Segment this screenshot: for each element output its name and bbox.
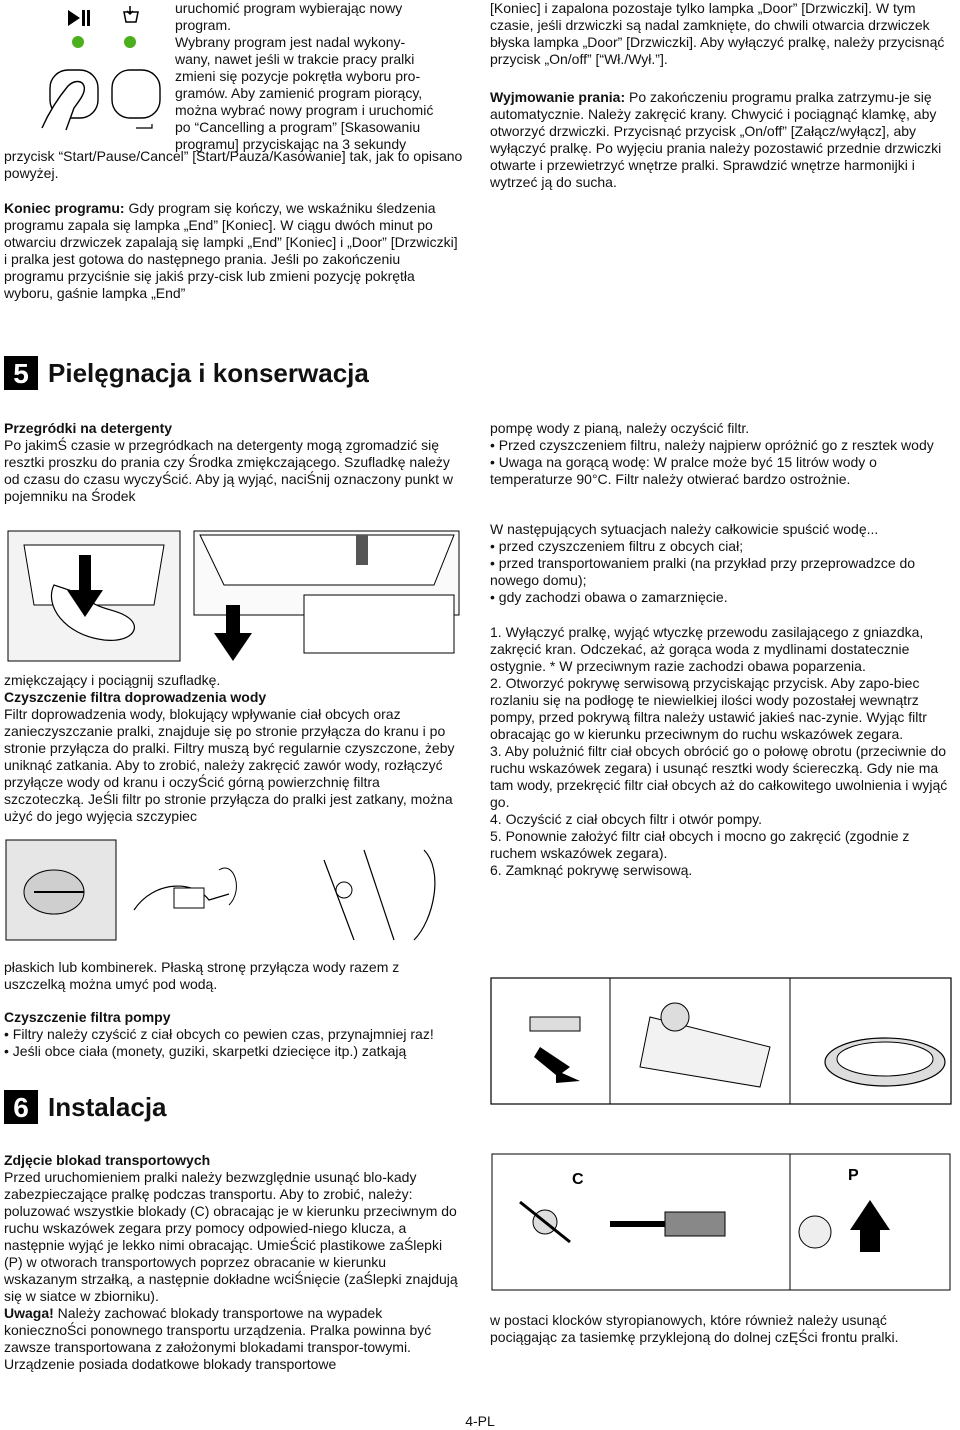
section-5-heading xyxy=(4,356,369,390)
detergent-paragraph: Przegródki na detergenty Po jakimŚ czasie w przegródkach na detergenty mogą zgromadzić się resztki proszku do prania czy Środka zmiękczającego. Szufladkę należy od czasu do czasu wyczyŚcić. Aby ją wyjąć, naciŚnij oznaczony punkt w pojemniku na Środek xyxy=(4,420,462,505)
pump-filter-figure xyxy=(490,977,952,1105)
pump-filter-paragraph xyxy=(4,1009,462,1060)
section-title: Instalacja xyxy=(48,1091,167,1122)
step-item: 5. Ponownie założyć filtr ciał obcych i mocno go zakręcić (zgodnie z ruchem wskazówek zegara). xyxy=(490,828,910,861)
door-lamp-paragraph: [Koniec] i zapalona pozostaje tylko lampka „Door” [Drzwiczki]. W tym czasie, jeśli drzwiczki są nadal zamknięte, do chwili otwarcia drzwiczek błyska lampka „Door” [Drzwiczki]. Aby wyłączyć pralkę, należy przycisnąć przycisk „On/off” [“Wł./Wył.”]. xyxy=(490,0,945,67)
button-outline xyxy=(112,70,160,118)
bullet-item: • Jeśli obce ciała (monety, guziki, skarpetki dziecięce itp.) zatkają xyxy=(4,1043,407,1059)
inlet-filter-title: Czyszczenie filtra doprowadzenia wody xyxy=(4,689,267,705)
bullet-item: • przed czyszczeniem filtru z obcych ciał; xyxy=(490,538,744,554)
text-line: program. xyxy=(175,17,232,33)
unloading-paragraph: Wyjmowanie prania: Po zakończeniu programu pralka zatrzymu-je się automatycznie. Należy zakręcić krany. Chwycić i pociągnąć klamkę, aby otworzyć drzwiczki. Przycisnąć przycisk „On/off” [Załącz/wyłącz], aby wyłączyć pralkę. Po wyjęciu prania należy pozostawić przednie drzwiczki otwarte i przewietrzyć wnętrze pralki. Sprawdzić wnętrze harmonijki i wytrzeć ją do sucha. xyxy=(490,89,942,190)
inlet-filter-continuation: płaskich lub kombinerek. Płaską stronę przyłącza wody razem z uszczelką można umyć pod wodą. xyxy=(4,959,400,992)
warning-label: Uwaga! xyxy=(4,1305,54,1321)
text-line: wany, nawet jeśli w trakcie pracy pralki xyxy=(175,51,415,67)
bullet-item: • Przed czyszczeniem filtru, należy najpierw opróżnić go z resztek wody xyxy=(490,437,934,453)
pump-filter-right-text: pompę wody z pianą, należy oczyścić filtr. • Przed czyszczeniem filtru, należy najpierw opróżnić go z resztek wody • Uwaga na gorącą wodę: W pralce może być 15 litrów wody o temperaturze 90°C. Filtr należy otwierać bardzo ostrożnie. xyxy=(490,420,952,488)
bullet-item: • gdy zachodzi obawa o zamarznięcie. xyxy=(490,589,728,605)
softener-icon xyxy=(124,6,138,22)
section-6-heading xyxy=(4,1090,167,1124)
bullet-item: • Filtry należy czyścić z ciał obcych co pewien czas, przynajmniej raz! xyxy=(4,1026,434,1042)
bullet-item: • Uwaga na gorącą wodę: W pralce może być 15 litrów wody o temperaturze 90°C. Filtr należy otwierać bardzo ostrożnie. xyxy=(490,454,877,487)
text-line: Wybrany program jest nadal wykony- xyxy=(175,34,406,50)
text-line: zmieni się pozycje pokrętła wyboru pro- xyxy=(175,68,421,84)
text-line: programu] przyciskając na 3 sekundy xyxy=(175,136,407,152)
drain-water-list: W następujących sytuacjach należy całkowicie spuścić wodę... • przed czyszczeniem filtru z obcych ciał; • przed transportowaniem pralki (na przykład przy przeprowadzce do nowego domu); • gdy zachodzi obawa o zamarznięcie. xyxy=(490,521,952,606)
finger-icon xyxy=(42,82,84,131)
detergent-title: Przegródki na detergenty xyxy=(4,420,173,436)
step-item: 2. Otworzyć pokrywę serwisową przyciskając przycisk. Aby zapo-biec rozlaniu się na podłogę te niewielkiej ilości wody pozostałej wewnątrz pompy, przed pokrywą filtra należy ustawić jakieś nac-zynie. Wyjąc filtr obracając go w kierunku przeciwnym do ruchu wskazówek zegara. xyxy=(490,675,927,742)
step-item: 3. Aby polużnić filtr ciał obcych obrócić go o połowę obrotu (przeciwnie do ruchu wskazówek zegara) i usunąć resztki wody ściereczką. Gdy nie ma tam wody, przekręcić filtr ciał obcych aż do całkowitego uwolnienia i wyjąć go. xyxy=(490,743,948,810)
label-c: C xyxy=(572,1171,584,1188)
inlet-filter-figure xyxy=(4,830,464,950)
step-item: 4. Oczyścić z ciał obcych filtr i otwór pompy. xyxy=(490,811,763,827)
end-of-program-paragraph: Koniec programu: Gdy program się kończy, we wskaźniku śledzenia programu zapala się lampka „End” [Koniec]. W ciągu dwóch minut po otwarciu drzwiczek zapalają się lampki „End” [Koniec] i „Door” [Drzwiczki] i pralka jest gotowa do następnego prania. Jeśli po zakończeniu programu przyciśnie się jakiś przy-cisk lub zmieni pozycję pokrętła wyboru, gaśnie lampka „End” xyxy=(4,200,458,301)
detergent-drawer-figure xyxy=(4,525,464,663)
text-line: po “Cancelling a program” [Skasowaniu xyxy=(175,119,421,135)
control-panel-figure xyxy=(40,0,170,140)
label-p: P xyxy=(848,1167,859,1184)
text-line: można wybrać nowy program i uruchomić xyxy=(175,102,434,118)
indicator-led xyxy=(124,36,136,48)
indicator-led xyxy=(72,36,84,48)
unloading-title: Wyjmowanie prania: xyxy=(490,89,626,105)
step-item: 1. Wyłączyć pralkę, wyjąć wtyczkę przewodu zasilającego z gniazdka, zakręcić kran. Odczekać, aż gorąca woda z mydlinami dostatecznie ostygnie. * W przeciwnym razie zachodzi obawa poparzenia. xyxy=(490,624,924,674)
page-number: 4-PL xyxy=(465,1413,495,1429)
detergent-continuation: zmiękczający i pociągnij szufladkę. xyxy=(4,672,221,688)
text-line: uruchomić program wybierając nowy xyxy=(175,0,403,16)
top-left-wrap-text xyxy=(175,0,460,153)
transport-locks-paragraph: Zdjęcie blokad transportowych Przed uruchomieniem pralki należy bezwzględnie usunąć blo-kady zabezpieczające pralkę podczas transportu. Aby to zrobić, należy: poluzować wszystkie blokady (C) obracając je w kierunku przeciwnym do ruchu wskazówek zegara przy pomocy odpowied-niego klucza, a następnie wyjąć je lekko nimi obracając. UmieŚcić plastikowe zaŚlepki (P) w otworach transportowych poprzez obracanie w kierunku wskazanym strzałką, a następnie dokładne wciŚnięcie (zaŚlepki znajdują się w siatce w zbiorniku). Uwaga! Należy zachować blokady transportowe na wypadek koniecznoŚci ponownego transportu urządzenia. Pralka powinna być zawsze transportowana z założonymi blokadami transpor-towymi. Urządzenie posiada dodatkowe blokady transportowe xyxy=(4,1152,462,1373)
bullet-item: • przed transportowaniem pralki (na przykład przy przeprowadzce do nowego domu); xyxy=(490,555,916,588)
section-number: 6 xyxy=(4,1090,38,1124)
inlet-filter-paragraph: Czyszczenie filtra doprowadzenia wody Filtr doprowadzenia wody, blokujący wpływanie ciał obcych oraz zanieczyszczanie pralki, znajduje się po stronie przyłącza do kranu i po stronie przyłącza do pralki. Filtry muszą być regularnie czyszczone, żeby uniknąć zatkania. Aby to zrobić, należy zakręcić zawór wody, rozłączyć przyłącze wody od kranu i oczyŚcić górną powierzchnię filtra szczoteczką. JeŚli filtr po stronie przyłącza do pralki jest zatkany, można użyć do jego wyjęcia szczypiec xyxy=(4,689,462,825)
styrofoam-blocks-text: w postaci klocków styropianowych, które również należy usunąć pociągając za tasiemkę przyklejoną do dolnej czĘŚci frontu pralki. xyxy=(490,1312,899,1345)
transport-locks-figure xyxy=(490,1152,952,1292)
step-item: 6. Zamknąć pokrywę serwisową. xyxy=(490,862,693,878)
end-of-program-title: Koniec programu: xyxy=(4,200,125,216)
play-pause-icon xyxy=(68,10,90,26)
text-line: gramów. Aby zamienić program piorący, xyxy=(175,85,423,101)
pump-filter-title: Czyszczenie filtra pompy xyxy=(4,1009,171,1025)
section-title: Pielęgnacja i konserwacja xyxy=(48,357,369,388)
section-number: 5 xyxy=(4,356,38,390)
top-left-continuation: przycisk “Start/Pause/Cancel” [Start/Pauza/Kasowanie] tak, jak to opisano powyżej. xyxy=(4,148,463,181)
transport-locks-title: Zdjęcie blokad transportowych xyxy=(4,1152,211,1168)
filter-steps-list xyxy=(490,624,952,879)
